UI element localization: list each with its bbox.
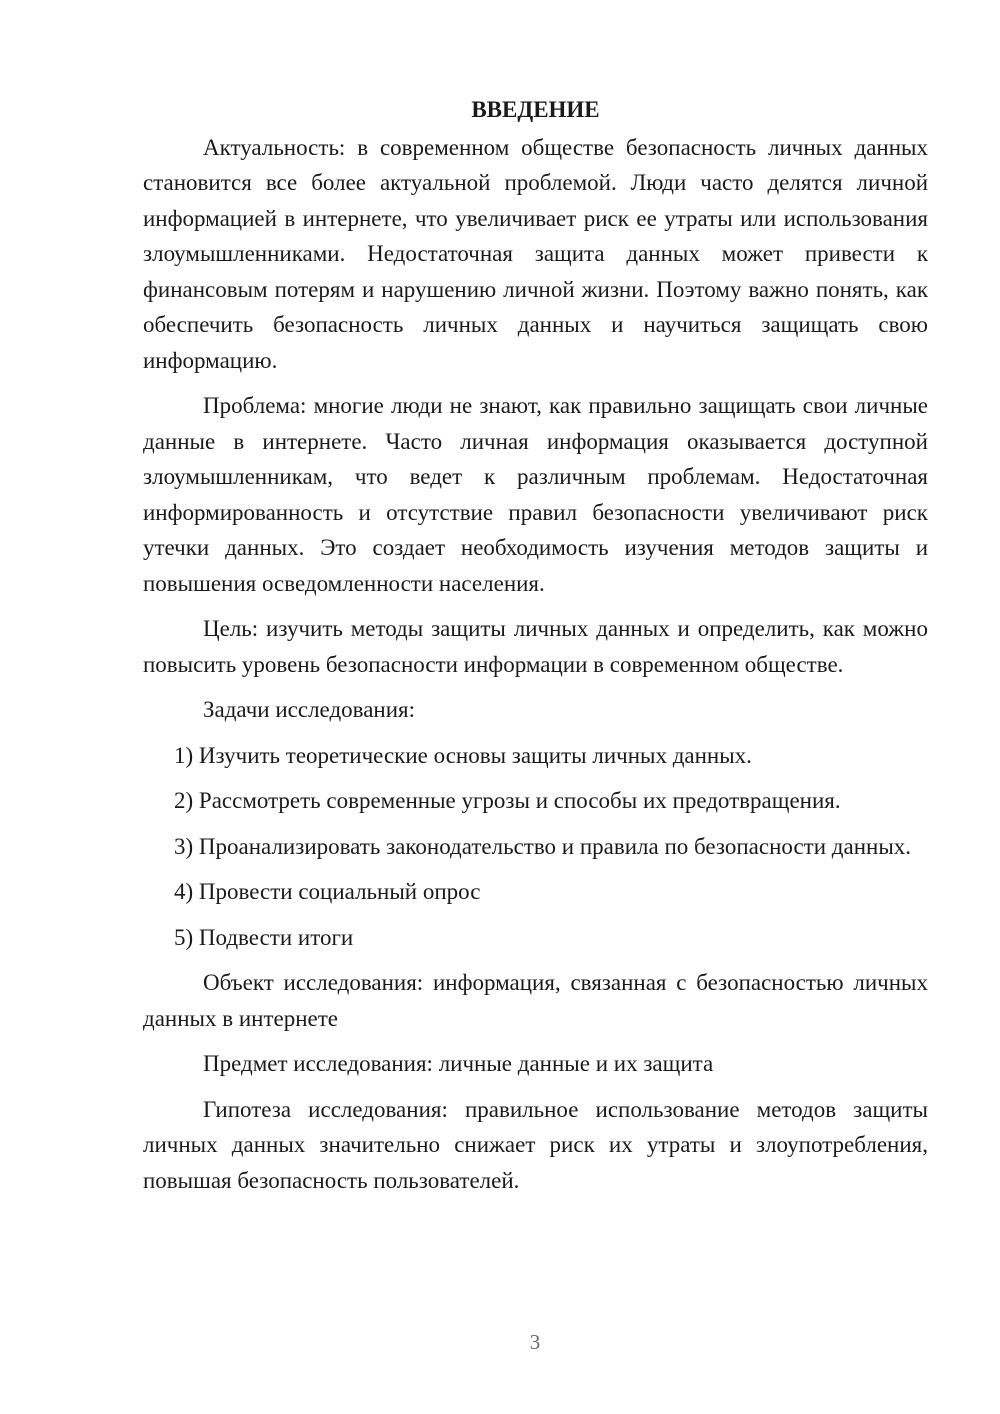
task-item: 3) Проанализировать законодательство и правила по безопасности данных. — [174, 833, 912, 859]
subject-paragraph: Предмет исследования: личные данные и их защита — [203, 1051, 714, 1076]
document-page — [143, 92, 928, 1208]
task-item: 2) Рассмотреть современные угрозы и способы их предотвращения. — [174, 788, 841, 813]
task-item: 4) Провести социальный опрос — [174, 879, 481, 904]
page-number: 3 — [529, 1330, 541, 1354]
hypothesis-paragraph: Гипотеза исследования: правильное использование методов защиты личных данных значительно снижает риск их утраты и злоупотребления, повышая безопасность пользователей. — [143, 1096, 928, 1193]
task-item: 5) Подвести итоги — [174, 924, 354, 950]
problem-paragraph: Проблема: многие люди не знают, как правильно защищать свои личные данные в интернете. Часто личная информация оказывается доступной злоумышленникам, что ведет к различным проблемам. Недостаточная информированность и отсутствие правил безопасности увеличивают риск утечки данных. Это создает необходимость изучения методов защиты и повышения осведомленности населения. — [143, 393, 928, 596]
relevance-paragraph: Актуальность: в современном обществе безопасность личных данных становится все более актуальной проблемой. Люди часто делятся личной информацией в интернете, что увеличивает риск ее утраты или использования злоумышленниками. Недостаточная защита данных может привести к финансовым потерям и нарушению личной жизни. Поэтому важно понять, как обеспечить безопасность личных данных и научиться защищать свою информацию. — [143, 134, 928, 373]
task-item: 1) Изучить теоретические основы защиты личных данных. — [174, 742, 752, 768]
object-paragraph: Объект исследования: информация, связанная с безопасностью личных данных в интернете — [143, 970, 928, 1031]
tasks-heading: Задачи исследования: — [203, 697, 416, 722]
goal-paragraph: Цель: изучить методы защиты личных данных и определить, как можно повысить уровень безопасности информации в современном обществе. — [143, 616, 928, 677]
page-title: ВВЕДЕНИЕ — [471, 97, 600, 122]
